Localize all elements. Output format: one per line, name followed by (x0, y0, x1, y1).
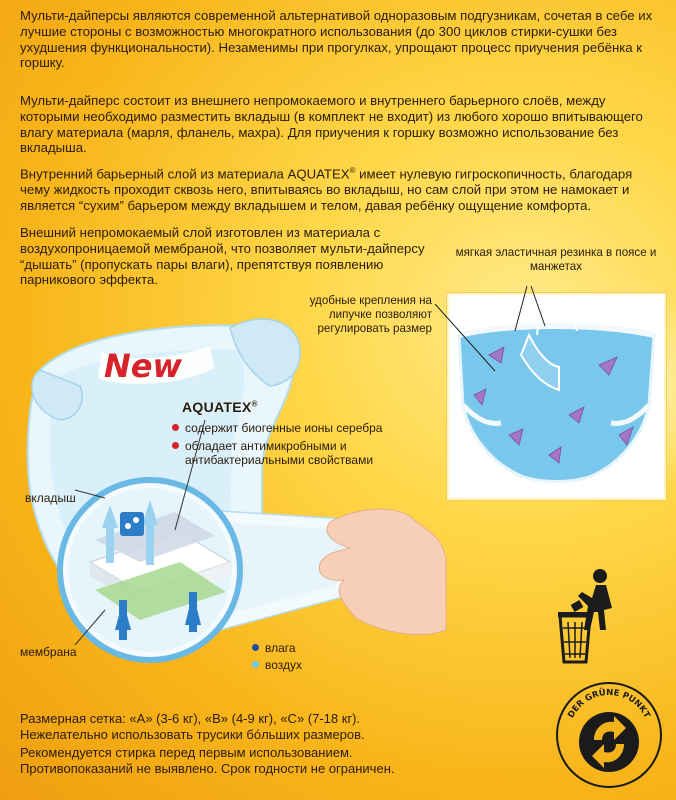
intro-paragraph: Мульти-дайперсы являются современной альтернативой одноразовым подгузникам, сочетая в себе их лучшие стороны с возможностью многократного использования (до 300 циклов стирки-сушки без ухудшения функциональности). Незаменимы при прогулках, упрощают процесс приучения ребёнка к горшку. (20, 8, 653, 71)
membrane-label: мембрана (20, 645, 77, 659)
legend-air: воздух (252, 658, 302, 672)
feature-antimicrobial: обладает антимикробными и антибактериальными свойствами (172, 439, 405, 467)
moisture-dot-icon (252, 644, 259, 651)
air-dot-icon (252, 661, 259, 668)
bullet-icon (172, 442, 179, 449)
legend-moisture: влага (252, 641, 296, 655)
outer-layer-paragraph: Внешний непромокаемый слой изготовлен из материала с воздухопроницаемой мембраной, что позволяет мульти-дайперсу “дышать” (пропускать пары влаги), препятствуя появлению парникового эффекта. (20, 225, 425, 288)
aquatex-title: AQUATEX® (182, 399, 258, 415)
new-badge (92, 338, 220, 390)
aquatex-paragraph: Внутренний барьерный слой из материала AQUATEX® имеет нулевую гигроскопичность, благодаря чему жидкость проходит сквозь него, впитываясь во вкладыш, но сам слой при этом не намокает и является “сухим” барьером между вкладышем и телом, давая ребёнку ощущение комфорта. (20, 166, 633, 213)
elastic-callout: мягкая эластичная резинка в поясе и манжетах (455, 246, 657, 273)
wash-recommendation-text: Рекомендуется стирка перед первым использованием. (20, 745, 353, 760)
contraindications-text: Противопоказаний не выявлено. Срок годности не ограничен. (20, 761, 395, 776)
new-badge-text: New (104, 347, 183, 385)
diaper-illustration (0, 300, 450, 670)
structure-paragraph: Мульти-дайперс состоит из внешнего непромокаемого и внутреннего барьерного слоёв, между которыми необходимо разместить вкладыш (в комплект не входит) из любого хорошо впитывающего влагу материала (марля, фланель, махра). Для приучения к горшку возможно использование без вкладыша. (20, 93, 643, 156)
tidy-man-bin-icon (554, 566, 626, 666)
velcro-callout: удобные крепления на липучке позволяют регулировать размер (309, 294, 432, 335)
callout-pointer-lines (425, 276, 565, 386)
svg-text:DER GRÜNE PUNKT: DER GRÜNE PUNKT (566, 687, 652, 720)
size-chart-text: Размерная сетка: «А» (3-6 кг), «В» (4-9 кг), «С» (7-18 кг). (20, 711, 361, 726)
insert-label: вкладыш (25, 491, 76, 505)
feature-silver-ions: содержит биогенные ионы серебра (172, 421, 382, 435)
size-warning-text: Нежелательно использовать трусики бóльших размеров. (20, 727, 365, 742)
gruene-punkt-logo (554, 680, 664, 790)
bullet-icon (172, 424, 179, 431)
